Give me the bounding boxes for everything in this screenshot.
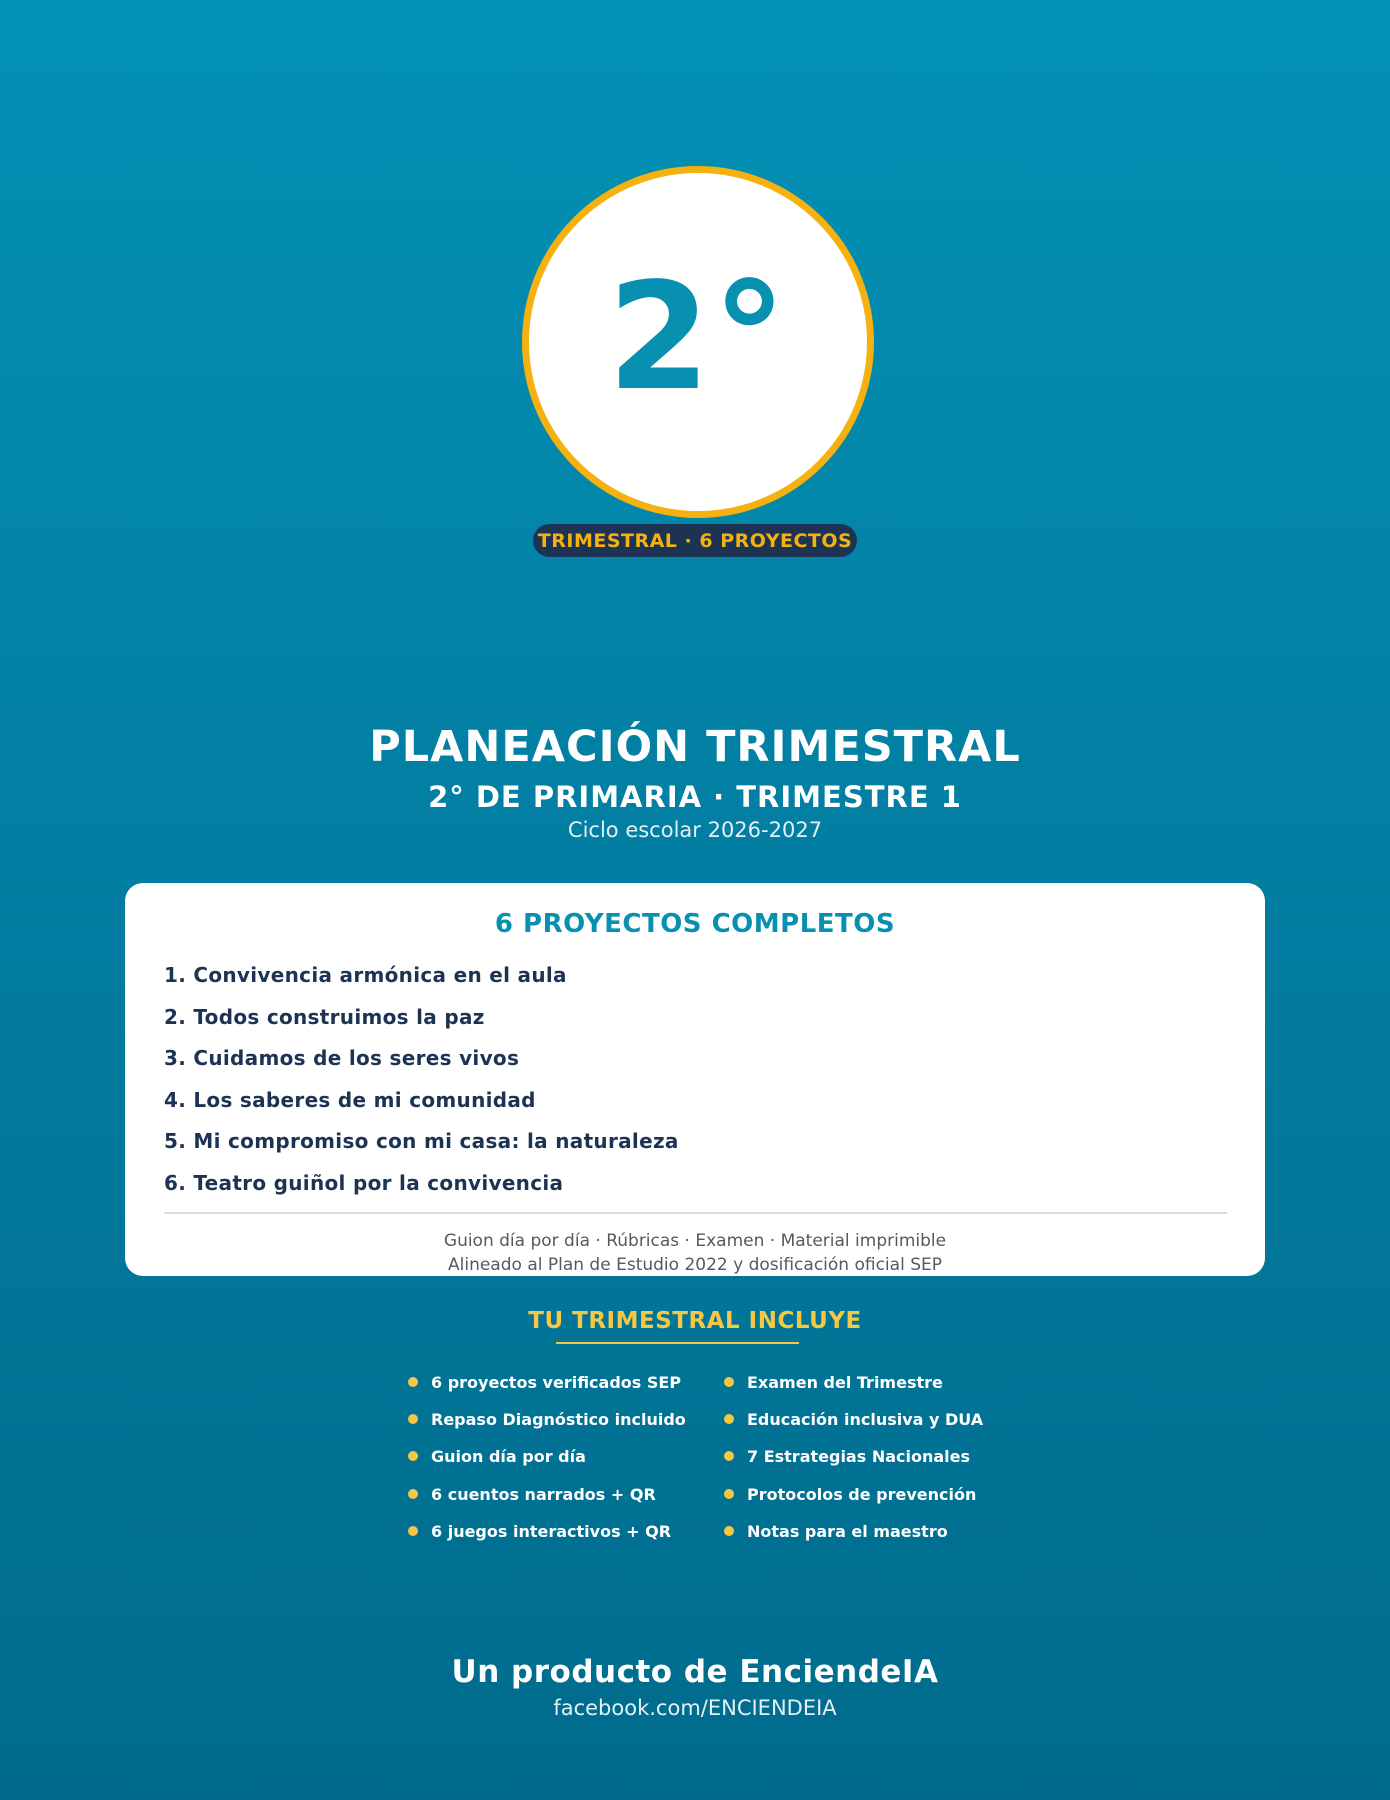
card-footer-features: Guion día por día · Rúbricas · Examen · Material imprimible bbox=[443, 1231, 947, 1251]
includes-item bbox=[408, 1483, 686, 1520]
includes-item-label: Protocolos de prevención bbox=[747, 1484, 977, 1504]
card-footer-alignment: Alineado al Plan de Estudio 2022 y dosificación oficial SEP bbox=[448, 1255, 942, 1275]
includes-item-label: 7 Estrategias Nacionales bbox=[747, 1447, 971, 1467]
projects-card-title: 6 PROYECTOS COMPLETOS bbox=[494, 909, 896, 939]
bullet-dot-icon bbox=[724, 1526, 734, 1536]
includes-item bbox=[408, 1408, 686, 1445]
grade-number: 2° bbox=[607, 251, 789, 423]
project-item: 2. Todos construimos la paz bbox=[164, 1004, 485, 1029]
includes-item bbox=[724, 1371, 983, 1408]
includes-item bbox=[724, 1483, 983, 1520]
project-item: 1. Convivencia armónica en el aula bbox=[164, 963, 567, 987]
bullet-dot-icon bbox=[408, 1489, 418, 1499]
facebook-link[interactable]: facebook.com/ENCIENDEIA bbox=[553, 1696, 837, 1720]
project-list bbox=[164, 955, 679, 1204]
project-item: 6. Teatro guiñol por la convivencia bbox=[164, 1170, 564, 1195]
school-cycle: Ciclo escolar 2026-2027 bbox=[567, 818, 823, 842]
includes-item-label: 6 proyectos verificados SEP bbox=[431, 1373, 682, 1392]
bullet-dot-icon bbox=[724, 1377, 734, 1387]
project-item: 5. Mi compromiso con mi casa: la naturaleza bbox=[164, 1129, 679, 1153]
includes-item bbox=[724, 1445, 983, 1482]
page-subtitle: 2° DE PRIMARIA · TRIMESTRE 1 bbox=[428, 780, 962, 814]
includes-item-label: Guion día por día bbox=[431, 1447, 586, 1467]
bullet-dot-icon bbox=[724, 1414, 734, 1424]
includes-item-label: 6 cuentos narrados + QR bbox=[431, 1484, 656, 1504]
includes-list-left bbox=[408, 1371, 686, 1557]
card-divider bbox=[164, 1212, 1227, 1214]
includes-title: TU TRIMESTRAL INCLUYE bbox=[528, 1308, 862, 1334]
includes-item-label: Educación inclusiva y DUA bbox=[747, 1410, 984, 1430]
bullet-dot-icon bbox=[408, 1451, 418, 1461]
trimestral-pill: TRIMESTRAL · 6 PROYECTOS bbox=[533, 524, 857, 557]
grade-badge-circle bbox=[522, 166, 874, 518]
includes-item bbox=[408, 1520, 686, 1557]
page-title: PLANEACIÓN TRIMESTRAL bbox=[369, 722, 1021, 772]
bullet-dot-icon bbox=[724, 1451, 734, 1461]
includes-item bbox=[724, 1520, 983, 1557]
bullet-dot-icon bbox=[408, 1526, 418, 1536]
includes-item bbox=[724, 1408, 983, 1445]
bullet-dot-icon bbox=[408, 1377, 418, 1387]
includes-item bbox=[408, 1445, 686, 1482]
includes-item-label: Repaso Diagnóstico incluido bbox=[431, 1410, 686, 1430]
brand-line: Un producto de EnciendeIA bbox=[451, 1654, 939, 1690]
includes-item-label: Examen del Trimestre bbox=[747, 1373, 943, 1392]
includes-item bbox=[408, 1371, 686, 1408]
includes-item-label: 6 juegos interactivos + QR bbox=[431, 1521, 672, 1541]
includes-item-label: Notas para el maestro bbox=[747, 1521, 948, 1541]
includes-underline bbox=[556, 1342, 799, 1344]
projects-card bbox=[125, 883, 1265, 1276]
bullet-dot-icon bbox=[724, 1489, 734, 1499]
project-item: 3. Cuidamos de los seres vivos bbox=[164, 1046, 520, 1070]
includes-list-right bbox=[724, 1371, 983, 1557]
bullet-dot-icon bbox=[408, 1414, 418, 1424]
project-item: 4. Los saberes de mi comunidad bbox=[164, 1087, 536, 1112]
